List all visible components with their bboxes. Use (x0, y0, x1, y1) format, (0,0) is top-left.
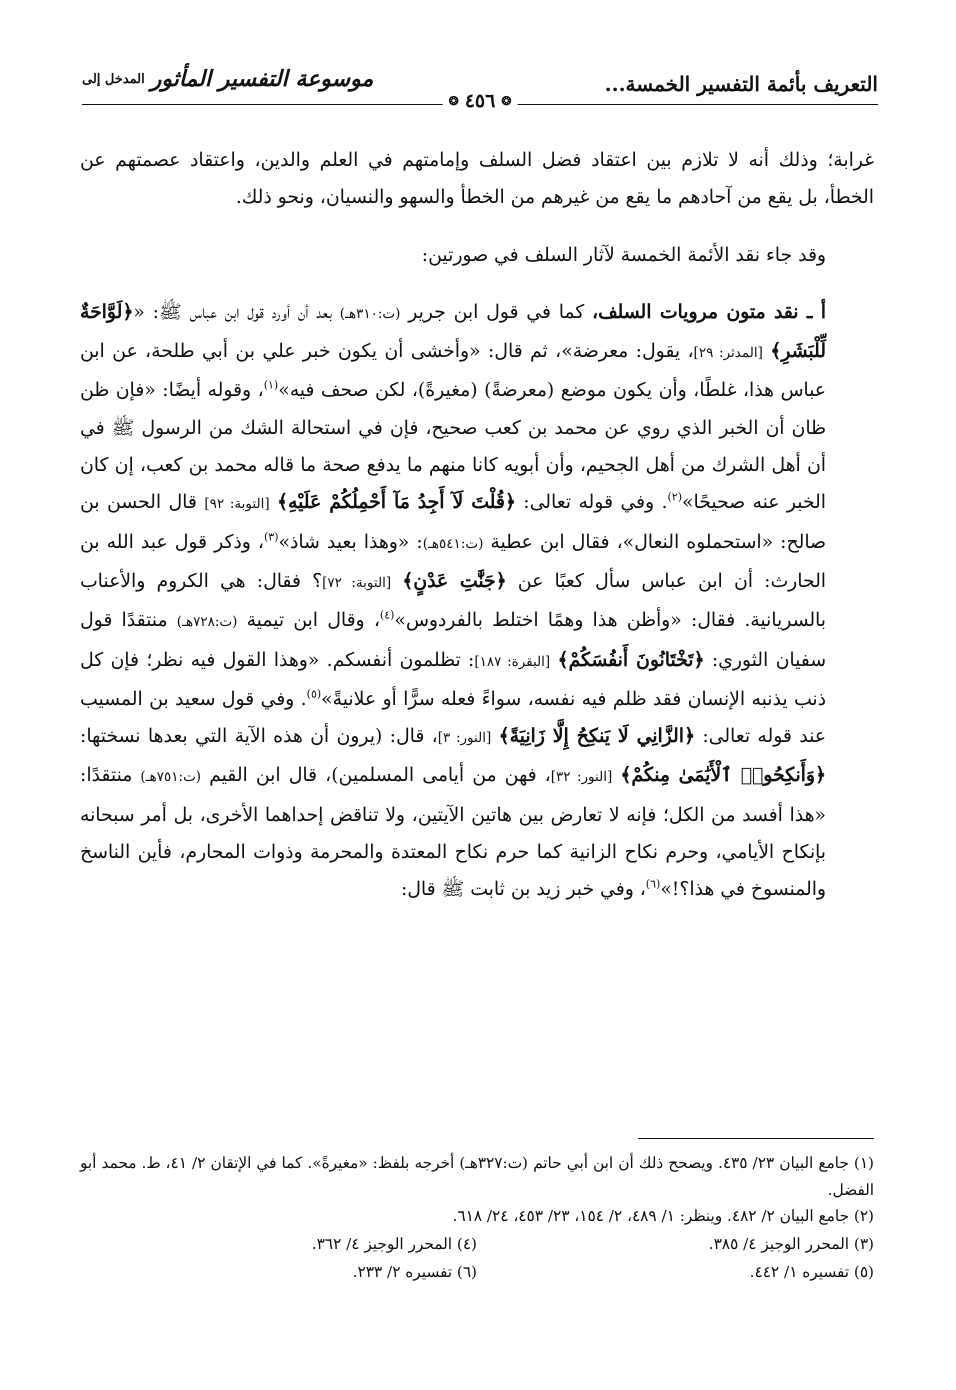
ornament-left-icon: ❂ (448, 94, 459, 108)
verse-reference: [التوبة: ٧٢] (322, 574, 392, 591)
footnote-5: (٥) تفسيره ١/ ٤٤٢. (749, 1262, 874, 1281)
text-run: ، يقول: معرضة»، ثم قال: «وأخشى أن يكون خبر علي بن أبي طلحة، عن ابن عباس هذا، غلطًا، وأن يكون موضع (معرضةً) (مغيرةً)، لكن صحف فيه» (80, 341, 826, 402)
text-run: ، فهن من أيامى المسلمين)، قال ابن القيم (201, 765, 551, 787)
footnote-ref[interactable]: (٥) (306, 687, 322, 701)
text-run: ، وفي خبر زيد بن ثابت ﷺ قال: (400, 879, 646, 901)
death-date: (ت:٥٤١هـ) (422, 535, 484, 552)
space (391, 571, 402, 592)
book-title-logo (82, 62, 374, 96)
paragraph-3 (80, 294, 874, 909)
text-run: منتقدًا قول سفيان الثوري: (80, 610, 826, 671)
footnote-row (80, 1230, 874, 1258)
section-heading: أ ـ نقد متون مرويات السلف، (592, 300, 827, 323)
paragraph-1: غرابة؛ وذلك أنه لا تلازم بين اعتقاد فضل السلف وإمامتهم في العلم والدين، واعتقاد عصمتهم عن الخطأ، بل يقع من آحادهم ما يقع من غيرهم من الخطأ والسهو والنسيان، ونحو ذلك. (80, 150, 874, 209)
text-run: . وفي قوله تعالى: (515, 492, 668, 514)
chapter-title: التعريف بأئمة التفسير الخمسة... (604, 72, 878, 96)
text-run: ؟ فقال: هي الكروم والأعناب بالسريانية. فقال: «وأظن هذا وهمًا اختلط بالفردوس» (80, 570, 826, 632)
verse-reference: [البقرة: ١٨٧] (474, 653, 551, 670)
text-run: . وفي قول سعيد بن المسيب عند قوله تعالى: (80, 688, 826, 748)
footnote-4: (٤) المحرر الوجيز ٤/ ٣٦٢. (311, 1234, 477, 1253)
quran-verse: ﴿وَأَنكِحُوا۟ ٱلْأَيَٰمَىٰ مِنكُمْ﴾ (620, 764, 826, 787)
text-run: ، قال: (يرون أن هذه الآية التي بعدها نسختها: (80, 726, 438, 748)
footnote-ref[interactable]: (٦) (645, 878, 661, 892)
ornament-right-icon: ❂ (501, 94, 512, 108)
text-run: ، وقال ابن تيمية (237, 610, 380, 632)
running-header (82, 58, 878, 118)
book-title: موسوعة التفسير المأثور (150, 66, 374, 92)
text-run: : «وهذا بعيد شاذ» (278, 531, 423, 553)
quran-verse: ﴿لَوَّاحَةٌ لِّلْبَشَرِ﴾ (80, 300, 826, 363)
quran-verse: ﴿قُلْتَ لَآ أَجِدُ مَآ أَحْمِلُكُمْ عَلَيْهِ﴾ (277, 491, 516, 514)
quran-verse: ﴿جَنَّٰتِ عَدْنٍ﴾ (402, 569, 507, 592)
page-number (443, 90, 518, 112)
footnote-ref[interactable]: (٢) (667, 491, 682, 505)
text-run: بعد أن أورد قول ابن عباس ﷺ: « (133, 301, 340, 323)
footnote-ref[interactable]: (١) (263, 379, 279, 393)
footnote-ref[interactable]: (٣) (263, 530, 279, 544)
text-run: كما في قول ابن جرير (400, 301, 593, 323)
quran-verse: ﴿تَخْتَانُونَ أَنفُسَكُمْ﴾ (557, 648, 705, 671)
book-title-prefix: المدخل إلى (82, 71, 145, 87)
footnote-3: (٣) المحرر الوجيز ٤/ ٣٨٥. (708, 1234, 874, 1253)
footnotes (80, 1150, 874, 1286)
page-number-text: ٤٥٦ (464, 90, 496, 112)
footnote-row (80, 1258, 874, 1286)
footnote-2: (٢) جامع البيان ٢/ ٤٨٢. وينظر: ١/ ٤٨٩، ٢/ ١٥٤، ٢٣/ ٤٥٣، ٢٤/ ٦١٨. (452, 1207, 874, 1225)
space (270, 492, 277, 513)
quran-verse: ﴿الزَّانِي لَا يَنكِحُ إِلَّا زَانِيَةً﴾ (498, 725, 695, 748)
footnote-6: (٦) تفسيره ٢/ ٢٣٣. (352, 1262, 477, 1281)
verse-reference: [النور: ٣٢] (550, 769, 613, 786)
verse-reference: [النور: ٣] (437, 730, 492, 747)
paragraph-2: وقد جاء نقد الأئمة الخمسة لآثار السلف في صورتين: (421, 244, 826, 266)
footnote-1: (١) جامع البيان ٢٣/ ٤٣٥. ويصحح ذلك أن ابن أبي حاتم (ت:٣٢٧هـ) أخرجه بلفظ: «مغيرةً». كما في الإتقان ٢/ ٤١، ط. محمد أبو الفضل. (80, 1154, 874, 1199)
text-run: قال الحسن بن صالح: «استحملوه النعال»، فقال ابن عطية (80, 492, 826, 553)
verse-reference: [المدثر: ٢٩] (693, 345, 763, 362)
text-run: ، وذكر قول عبد الله بن الحارث: أن ابن عباس سأل كعبًا عن (80, 531, 827, 592)
space (550, 650, 557, 671)
text-run: ، وقوله أيضًا: «فإن ظن ظان أن الخبر الذي روي عن محمد بن كعب صحيح، فإن في استحالة الشك من الرسول ﷺ في أن أهل الشرك من أهل الجحيم، وأن أبويه كانا منهم ما يدفع صحة ما قاله محمد بن كعب، إن كان الخبر عنه صحيحًا» (80, 380, 826, 514)
text-run: : تظلمون أنفسكم. «وهذا القول فيه نظر؛ فإن كل ذنب يذنبه الإنسان فقد ظلم فيه نفسه، سواءً فعله سرًّا أو علانيةً» (80, 649, 827, 710)
death-date: (ت:٧٢٨هـ) (176, 614, 238, 631)
footnote-ref[interactable]: (٤) (379, 609, 395, 622)
footnote-separator (638, 1138, 874, 1139)
space (491, 726, 498, 747)
text-run: منتقدًا: «هذا أفسد من الكل؛ فإنه لا تعارض بين هاتين الآيتين، ولا تناقض إحداهما الأخرى، بل أمر سبحانه بإنكاح الأيامي، وحرم نكاح الزانية كما حرم نكاح المعتدة والمحرمة وذوات المحارم، فأين الناسخ والمنسوخ في هذا؟!» (80, 765, 826, 901)
main-text (80, 142, 874, 909)
death-date: (ت:٧٥١هـ) (140, 769, 202, 786)
death-date: (ت:٣١٠هـ) (339, 305, 401, 322)
verse-reference: [التوبة: ٩٢] (204, 496, 270, 513)
